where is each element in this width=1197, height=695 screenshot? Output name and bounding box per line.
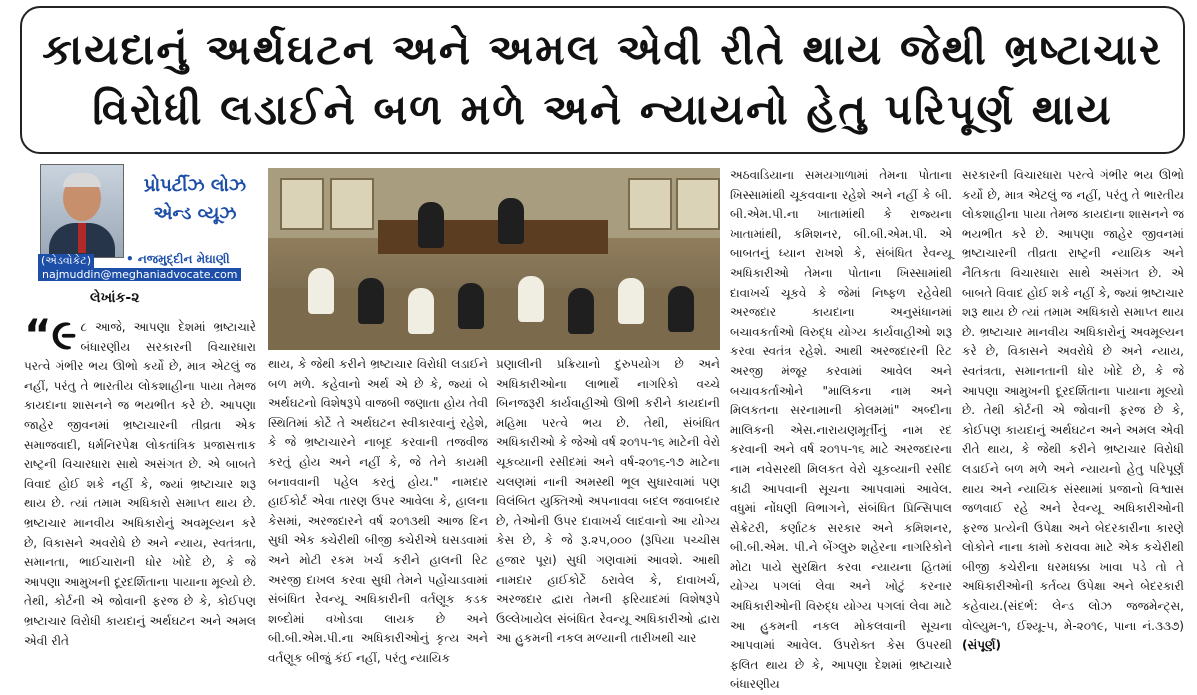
article-end-mark: (સંપૂર્ણ) [962,638,1001,653]
column-5-text: સરકારની વિચારધારા પરત્વે ગંભીર ભય ઊભો કર્યો છે, માત્ર એટલું જ નહીં, પરંતુ તે ભારતીય લોકશાહીના પાયા તેમજ કાયદાના શાસનને જ ભયભીત કરે છે. આપણા જાહેર જીવનમાં ભ્રષ્ટાચારની તીવ્રતા રાષ્ટ્રની ન્યાયિક અને નૈતિકતા વિચારધારા સાથે અસંગત છે. એ બાબતે વિવાદ હોઈ શકે નહીં કે, જ્યાં ભ્રષ્ટાચાર શરૂ થાય છે ત્યાં તમામ અધિકારો સમાપ્ત થાય છે. ભ્રષ્ટાચાર માનવીય અધિકારોનું અવમૂલ્યન કરે છે, વિકાસને અવરોધે છે અને ન્યાય, સ્વતંત્રતા, સમાનતાની ધોર ખોદે છે, કે જે આપણા આમુખની દૂરદર્શિતાના પાયાના મૂલ્યો છે. તેથી કોર્ટની એ જોવાની ફરજ છે કે, કોઈપણ કાયદાનું અર્થઘટન અને અમલ એવી રીતે થાય, કે જેથી કરીને ભ્રષ્ટાચાર વિરોધી લડાઈને બળ મળે અને ન્યાયનો હેતુ પરિપૂર્ણ થાય અને ન્યાયિક સંસ્થામાં પ્રજાનો વિશ્વાસ જળવાઈ રહે અને રેવન્યૂ અધિકારીઓની ફરજ પ્રત્યેની ઉપેક્ષા અને બેદરકારીના કારણે લોકોને નાના કામો કરાવવા માટે એક કચેરીથી બીજી કચેરીના ધરમધક્કા ખાવા પડે તો તે અધિકારીઓની કર્તવ્ય ઉપેક્ષા અને બેદરકારી કહેવાય.(સંદર્ભ: લેન્ડ લોઝ જજમેન્ટ્સ, વોલ્યુમ-૧, ઈશ્યૂ-૫, મે-૨૦૧૯, પાના નં.૩૩૭) [962,168,1184,633]
author-email: najmuddin@meghaniadvocate.com [38,268,241,281]
courtroom-photo [268,168,720,350]
byline [12,160,258,280]
headline-line-2: વિરોધી લડાઈને બળ મળે અને ન્યાયનો હેતુ પરિપૂર્ણ થાય [92,85,1113,134]
author-role: (એડવોકેટ) [38,254,94,268]
column-name-line-2: એન્ડ વ્યૂઝ [153,203,237,224]
headline-box [20,6,1185,154]
headline-line-1: કાયદાનું અર્થઘટન અને અમલ એવી રીતે થાય જેથી ભ્રષ્ટાચાર [42,25,1163,74]
article-column-2 [268,355,488,669]
column-4-text: અઠવાડિયાના સમયગાળામાં તેમના પોતાના ખિસ્સામાંથી ચૂકવવાના રહેશે અને નહીં કે બી. બી.એમ.પી.ના ખાતામાંથી કે રાજ્યના ખાતામાંથી, કમિશનર, બી.બી.એમ.પી. એ બાબતનું ધ્યાન રાખશે કે, સંબંધિત રેવન્યૂ અધિકારીઓ તેમના પોતાના ખિસ્સામાંથી દાવાખર્ચ ચૂકવે કે જેમાં નિષ્ફળ રહેવેથી અરજદાર કાયદાના અનુસંધાનમાં બચાવકર્તાઓ વિરુદ્ધ યોગ્ય કાર્યવાહીઓ શરૂ કરવા સ્વતંત્ર રહેશે. આથી અરજદારની રિટ અરજી મંજૂર કરવામાં આવેલ અને બચાવકર્તાઓને "માલિકના નામ અને મિલકતના સરનામાની કોલમમાં" અબ્દીના માલિકની એસ.નારાયણમૂર્તીનું નામ રદ કરવાની અને વર્ષ ૨૦૧૫-૧૬ માટે અરજદારના નામ નવેસરથી મિલકત વેરો ચૂકવ્યાની રસીદ કાઢી આપવાની સૂચના આપવામાં આવેલ. વધુમાં નોંધણી વિભાગને, સંબંધિત પ્રિન્સિપાલ સેક્રેટરી, કર્ણાટક સરકાર અને કમિશનર, બી.બી.એમ. પી.ને બેંગ્લુરુ શહેરના નાગરિકોને મોટા પાયે સુરક્ષિત કરવા ન્યાયના હિતમાં યોગ્ય પગલાં લેવા અને ખોટું કરનાર અધિકારીઓની વિરુદ્ધ યોગ્ય પગલાં લેવા માટે આ હુકમની નકલ મોકલવાની સૂચના આપવામાં આવેલ. ઉપરોક્ત કેસ ઉપરથી ફલિત થાય છે કે, આપણા દેશમાં ભ્રષ્ટાચારે બંધારણીય [730,168,952,692]
article-column-3 [496,355,720,649]
column-2-text: થાય, કે જેથી કરીને ભ્રષ્ટાચાર વિરોધી લડાઈને બળ મળે. કહેવાનો અર્થ એ છે કે, જ્યાં બે અર્થઘટનો વિશેષરૂપે વાજબી જણાતા હોય તેવી સ્થિતિમાં કોર્ટે તે અર્થઘટન સ્વીકારવાનું રહેશે, કે જે ભ્રષ્ટાચારને નાબૂદ કરવાની તજવીજ કરતું હોય અને નહીં કે, જે તેને કાયમી બનાવવાની પહેલ કરતું હોય." નામદાર હાઈકોર્ટ એવા તારણ ઉપર આવેલા કે, હાલના કેસમાં, અરજદારને વર્ષ ૨૦૧૩થી આજ દિન સુધી એક ક્ચેરીથી બીજી ક્ચેરીએ ઘસડવામાં અને મોટી રકમ ખર્ચ કરીને હાલની રિટ અરજી દાખલ કરવા સુધી તેમને પહોંચાડવામાં સંબંધિત રેવન્યૂ અધિકારીની વર્તણૂક કડક શબ્દોમાં વખોડવા લાયક છે અને બી.બી.એમ.પી.ના અધિકારીઓનું કૃત્ય અને વર્તણૂક બીજું કંઈ નહીં, પરંતુ ન્યાયિક [268,357,488,665]
series-number: લેખાંક-૨ [90,290,140,306]
column-1-text: ૮ આજે, આપણા દેશમાં ભ્રષ્ટાચારે બંધારણીય સરકારની વિચારધારા પરત્વે ગંભીર ભય ઊભો કર્યો છે, માત્ર એટલું જ નહીં, પરંતુ તે ભારતીય લોકશાહીના પાયા તેમજ કાયદાના શાસનને જ ભયભીત કરે છે. આપણા જાહેર જીવનમાં ભ્રષ્ટાચારની તીવ્રતા એક સમાજવાદી, ધર્મનિરપેક્ષ લોકતાંત્રિક પ્રજાસત્તાક રાષ્ટ્રની વિચારધારા સાથે અસંગત છે. એ બાબતે વિવાદ હોઈ શકે નહીં કે, જ્યાં ભ્રષ્ટાચાર શરૂ થાય છે. ત્યાં તમામ અધિકારો સમાપ્ત થાય છે. ભ્રષ્ટાચાર માનવીય અધિકારોનું અવમૂલ્યન કરે છે, વિકાસને અવરોધે છે અને ન્યાય, સ્વતંત્રતા, સમાનતા, ભાઈચારાની ધોર ખોદે છે, કે જે આપણા આમુખની દૂરદર્શિતાના પાયાના મૂલ્યો છે. તેથી, કોર્ટની એ જોવાની ફરજ છે કે, કોઈપણ ભ્રષ્ટાચાર વિરોધી કાયદાનું અર્થઘટન અને અમલ એવી રીતે [24,320,256,648]
column-name-line-1: પ્રોપર્ટીઝ લોઝ [143,175,247,196]
article-column-5 [962,166,1184,656]
author-name: • નજમુદ્દીન મેઘાણી [126,252,230,266]
article-column-4 [730,166,952,695]
drop-cap: “૯ [24,310,77,359]
column-name [132,172,258,228]
author-photo [40,164,124,258]
article-column-1 [24,310,256,651]
column-3-text: પ્રણાલીની પ્રક્રિયાનો દુરુપયોગ છે અને અધિકારીઓના લાભાર્થે નાગરિકો વચ્ચે બિનજરૂરી કાર્યવાહીઓ ઊભી કરીને કાયદાની મહિમા પરત્વે ભય છે. તેથી, સંબંધિત અધિકારીઓ કે જેઓ વર્ષ ૨૦૧૫-૧૬ માટેની વેરો ચૂકવ્યાની રસીદમાં અને વર્ષ-૨૦૧૬-૧૭ માટેના ચલણમાં નાની અમસ્થી ભૂલ સુધારવામાં પણ વિલંબિત યુક્તિઓ અપનાવવા બદલ જવાબદાર છે, તેઓની ઉપર દાવાખર્ચ લાદવાનો આ યોગ્ય કેસ છે, કે જે રૂ.૨૫,૦૦૦ (રૂપિયા પચ્ચીસ હજાર પૂરા) સુધી ગણવામાં આવશે. આથી નામદાર હાઈકોર્ટે ઠરાવેલ કે, દાવાખર્ચ, અરજદાર દ્વારા તેમની ફરિયાદમાં વિશેષરૂપે ઉલ્લેખાયેલ સંબંધિત રેવન્યૂ અધિકારીઓ દ્વારા આ હુકમની નકલ મળ્યાની તારીખથી ચાર [496,357,720,646]
